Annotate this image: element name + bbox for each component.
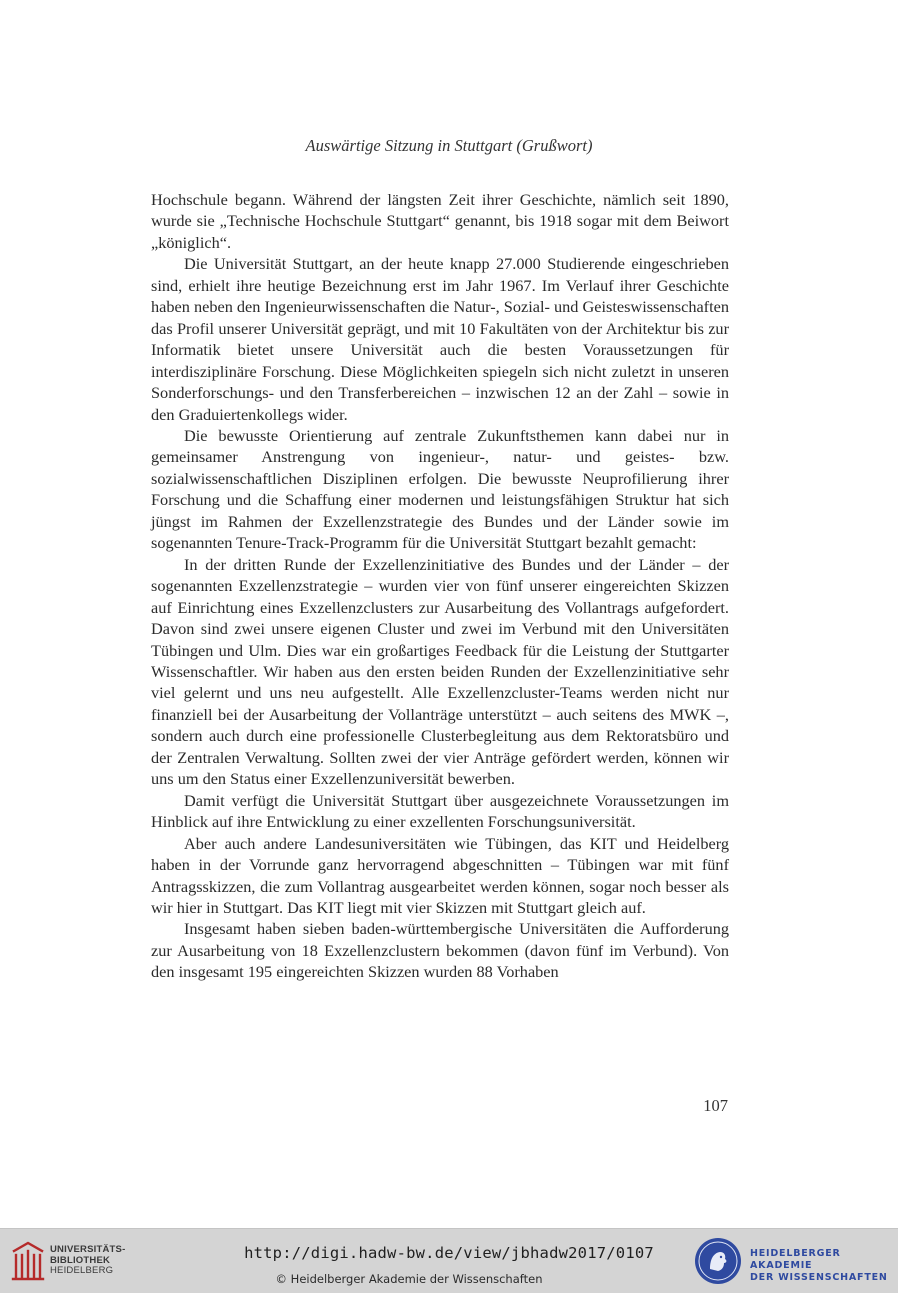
copyright-notice: © Heidelberger Akademie der Wissenschaften: [275, 1272, 543, 1286]
academy-name[interactable]: [750, 1248, 898, 1284]
academy-name-line: DER WISSENSCHAFTEN: [750, 1272, 888, 1283]
library-name-line: HEIDELBERG: [50, 1265, 114, 1276]
paragraph: Damit verfügt die Universität Stuttgart über ausgezeichnete Voraussetzungen im Hinblick auf ihre Entwicklung zu einer exzellenten Forschungsuniversität.: [151, 790, 729, 832]
library-name-line: BIBLIOTHEK: [50, 1254, 111, 1266]
paragraph: Hochschule begann. Während der längsten Zeit ihrer Geschichte, nämlich seit 1890, wurde sie „Technische Hochschule Stuttgart“ genannt, bis 1918 sogar mit dem Beiwort „königlich“.: [151, 190, 729, 252]
permalink-url[interactable]: http://digi.hadw-bw.de/view/jbhadw2017/0107: [244, 1244, 654, 1262]
academy-name-line: HEIDELBERGER AKADEMIE: [750, 1248, 841, 1271]
paragraph: In der dritten Runde der Exzellenzinitiative des Bundes und der Länder – der sogenannten Exzellenzstrategie – wurden vier von fünf unserer eingereichten Skizzen auf Einrichtung eines Exzellenzclusters zur Ausarbeitung des Vollantrags aufgefordert. Davon sind zwei unsere eigenen Cluster und zwei im Verbund mit den Universitäten Tübingen und Ulm. Dies war ein großartiges Feedback für die Leistung der Stuttgarter Wissenschaftler. Wir haben aus den ersten beiden Runden der Exzellenzinitiative sehr viel gelernt und uns neu aufgestellt. Alle Exzellenzcluster-Teams werden nicht nur finanziell bei der Ausarbeitung der Vollanträge unterstützt – auch seitens des MWK –, sondern auch durch eine professionelle Clusterbegleitung aus dem Rektoratsbüro und der Zentralen Verwaltung. Sollten zwei der vier Anträge gefördert werden, können wir uns um den Status einer Exzellenzuniversität bewerben.: [151, 554, 729, 789]
hadw-seal-icon[interactable]: [693, 1236, 743, 1286]
viewer-footer: [0, 1228, 898, 1293]
library-name-line: UNIVERSITÄTS-: [50, 1244, 126, 1255]
body-text: [151, 189, 729, 983]
running-head: Auswärtige Sitzung in Stuttgart (Grußwort): [305, 136, 593, 155]
paragraph: Die Universität Stuttgart, an der heute knapp 27.000 Studierende eingeschrieben sind, erhielt ihre heutige Bezeichnung erst im Jahr 1967. Im Verlauf ihrer Geschichte haben neben den Ingenieurwissenschaften die Natur-, Sozial- und Geisteswissenschaften das Profil unserer Universität geprägt, und mit 10 Fakultäten von der Architektur bis zur Informatik bietet unsere Universität auch die besten Voraussetzungen für interdisziplinäre Forschung. Diese Möglichkeiten spiegeln sich nicht zuletzt in unseren Sonderforschungs- und den Transferbereichen – inzwischen 12 an der Zahl – sowie in den Graduiertenkollegs wider.: [151, 254, 729, 424]
paragraph: Insgesamt haben sieben baden-württembergische Universitäten die Aufforderung zur Ausarbeitung von 18 Exzellenzclustern bekommen (davon fünf im Verbund). Von den insgesamt 195 eingereichten Skizzen wurden 88 Vorhaben: [151, 919, 729, 982]
paragraph: Die bewusste Orientierung auf zentrale Zukunftsthemen kann dabei nur in gemeinsamer Anstrengung von ingenieur-, natur- und geistes- bzw. sozialwissenschaftlichen Disziplinen erfolgen. Die bewusste Neuprofilierung ihrer Forschung und die Schaffung einer modernen und leistungsfähigen Struktur hat sich jüngst im Rahmen der Exzellenzstrategie des Bundes und der Länder sowie im sogenannten Tenure-Track-Programm für die Universität Stuttgart bezahlt gemacht:: [151, 425, 729, 553]
paragraph: Aber auch andere Landesuniversitäten wie Tübingen, das KIT und Heidelberg haben in der Vorrunde ganz hervorragend abgeschnitten – Tübingen war mit fünf Antragsskizzen, die zum Vollantrag ausgearbeitet werden können, sogar noch besser als wir hier in Stuttgart. Das KIT liegt mit vier Skizzen mit Stuttgart gleich auf.: [151, 833, 729, 917]
page-number: 107: [703, 1096, 728, 1115]
